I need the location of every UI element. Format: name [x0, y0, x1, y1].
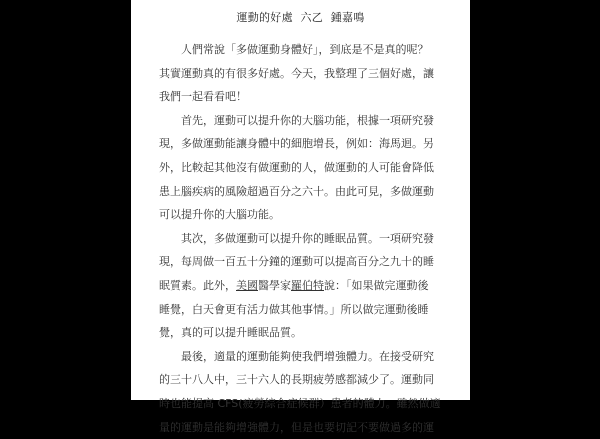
text-line: 外，比較起其他沒有做運動的人，做運動的人可能會降低	[159, 156, 445, 180]
text-line: 其次，多做運動可以提升你的睡眠品質。一項研究發	[159, 227, 445, 251]
document-page	[131, 0, 470, 400]
underlined-place-name: 美國	[236, 279, 258, 292]
text-line: 最後，適量的運動能夠使我們增強體力。在接受研究	[159, 345, 445, 369]
text-line: 首先，運動可以提升你的大腦功能，根據一項研究發	[159, 109, 445, 133]
paragraph-sleep	[159, 227, 445, 345]
text-segment: 說：「如果做完運動後	[324, 279, 429, 292]
text-line	[159, 274, 445, 298]
paragraph-stamina	[159, 345, 445, 439]
text-line: 可以提升你的大腦功能。	[159, 203, 445, 227]
text-segment: 醫學家	[258, 279, 291, 292]
text-line: 其實運動真的有很多好處。今天，我整理了三個好處，讓	[159, 62, 445, 86]
text-line: 人們常說「多做運動身體好」，到底是不是真的呢？	[159, 38, 445, 62]
paragraph-intro	[159, 38, 445, 109]
document-title: 運動的好處 六乙 鍾嘉鳴	[131, 9, 470, 25]
text-line: 量的運動是能夠增強體力，但是也要切記不要做過多的運	[159, 416, 445, 439]
text-segment: 眠質素。此外，	[159, 279, 236, 292]
text-line: 我們一起看看吧！	[159, 85, 445, 109]
text-line: 現，多做運動能讓身體中的細胞增長，例如：海馬迴。另	[159, 132, 445, 156]
text-line: 患上腦疾病的風險超過百分之六十。由此可見，多做運動	[159, 180, 445, 204]
text-line: 時也能提高 CFS(疲勞綜合症候群）患者的體力。雖然做適	[159, 392, 445, 416]
text-line: 現，每周做一百五十分鐘的運動可以提高百分之九十的睡	[159, 250, 445, 274]
paragraph-brain	[159, 109, 445, 227]
text-line: 睡覺，白天會更有活力做其他事情。」所以做完運動後睡	[159, 298, 445, 322]
text-line: 的三十八人中，三十六人的長期疲勞感都減少了。運動同	[159, 368, 445, 392]
underlined-person-name: 羅伯特	[291, 279, 324, 292]
text-line: 覺，真的可以提升睡眠品質。	[159, 321, 445, 345]
document-body	[159, 38, 445, 439]
